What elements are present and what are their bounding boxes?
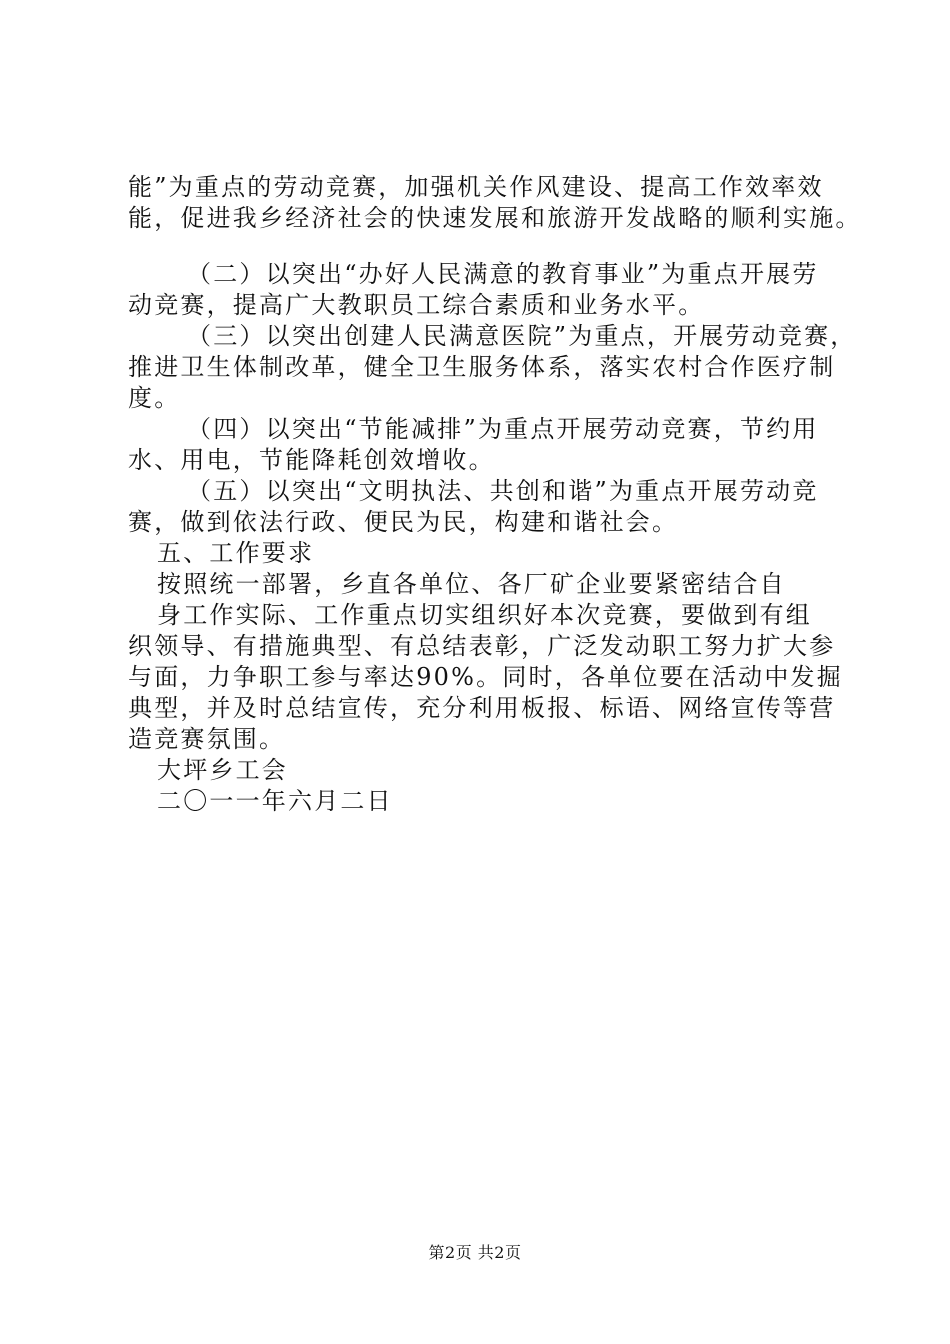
text-line: 能，促进我乡经济社会的快速发展和旅游开发战略的顺利实施。 <box>128 204 862 232</box>
text-line: 水、用电，节能降耗创效增收。 <box>128 446 495 474</box>
text-line: （三）以突出创建人民满意医院”为重点，开展劳动竞赛， <box>187 322 857 350</box>
text-line: 推进卫生体制改革，健全卫生服务体系，落实农村合作医疗制 <box>128 353 836 381</box>
text-line: 典型，并及时总结宣传，充分利用板报、标语、网络宣传等营 <box>128 694 836 722</box>
text-line: 身工作实际、工作重点切实组织好本次竞赛，要做到有组 <box>157 601 812 629</box>
text-line: 动竞赛，提高广大教职员工综合素质和业务水平。 <box>128 291 705 319</box>
document-body <box>128 172 862 817</box>
text-line: （五）以突出“文明执法、共创和谐”为重点开展劳动竞 <box>187 477 819 505</box>
text-line: 能”为重点的劳动竞赛，加强机关作风建设、提高工作效率效 <box>128 173 824 201</box>
text-line: 度。 <box>128 384 181 412</box>
signature-date: 二〇一一年六月二日 <box>157 787 393 815</box>
text-line: 造竞赛氛围。 <box>128 725 286 753</box>
paragraph-gap <box>128 234 848 259</box>
section-heading: 五、工作要求 <box>157 539 315 567</box>
page-number-footer: 第2页 共2页 <box>428 1243 522 1262</box>
text-line: 按照统一部署，乡直各单位、各厂矿企业要紧密结合自 <box>157 570 786 598</box>
text-line: （四）以突出“节能减排”为重点开展劳动竞赛，节约用 <box>187 415 819 443</box>
text-line: （二）以突出“办好人民满意的教育事业”为重点开展劳 <box>187 260 819 288</box>
text-line: 织领导、有措施典型、有总结表彰，广泛发动职工努力扩大参 <box>128 632 836 660</box>
text-line: 赛，做到依法行政、便民为民，构建和谐社会。 <box>128 508 679 536</box>
signature-organization: 大坪乡工会 <box>157 756 288 784</box>
text-line: 与面，力争职工参与率达90%。同时，各单位要在活动中发掘 <box>128 663 843 691</box>
